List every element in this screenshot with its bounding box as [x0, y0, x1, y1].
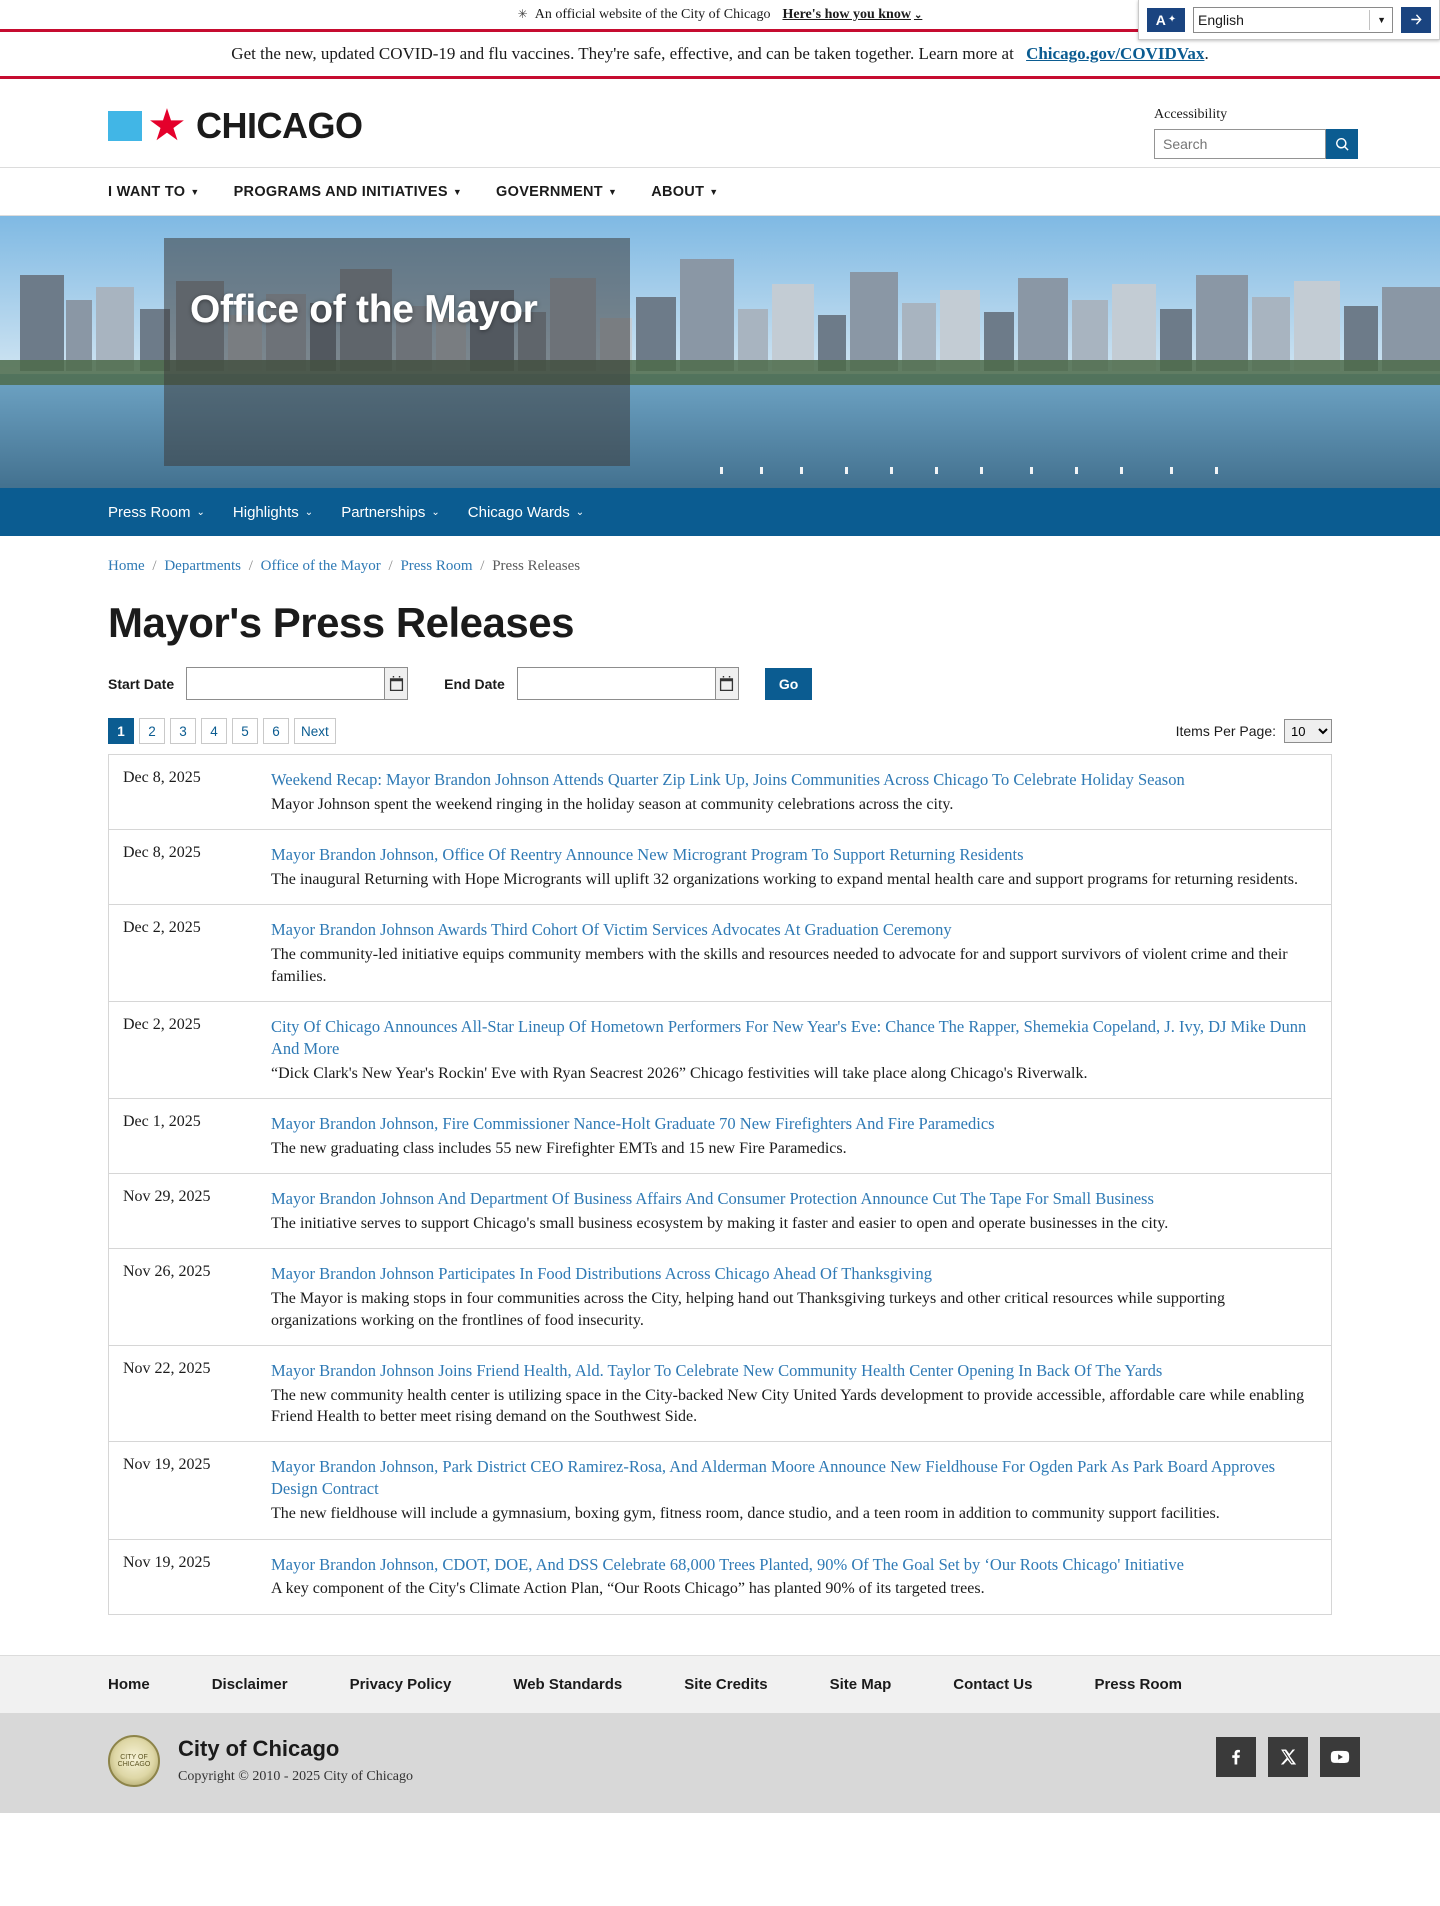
- chevron-down-icon: ▼: [607, 186, 618, 197]
- main-navigation: [0, 167, 1440, 216]
- release-description: The inaugural Returning with Hope Microgrants will uplift 32 organizations working to expand mental health care and support programs for returning residents.: [271, 871, 1299, 889]
- official-site-text: An official website of the City of Chicago: [534, 6, 771, 22]
- start-date-calendar-button[interactable]: [384, 668, 407, 699]
- end-date-calendar-button[interactable]: [715, 668, 738, 699]
- chevron-down-icon: ⌄: [431, 506, 440, 518]
- page-button-3[interactable]: 3: [170, 718, 196, 744]
- release-title-link[interactable]: Mayor Brandon Johnson And Department Of Business Affairs And Consumer Protection Announce Cut The Tape For Small Business: [271, 1189, 1154, 1209]
- release-description: The Mayor is making stops in four communities across the City, helping hand out Thanksgiving turkeys and other critical resources while supporting organizations working on the frontlines of food insecurity.: [271, 1290, 1226, 1329]
- release-title-link[interactable]: Mayor Brandon Johnson Participates In Food Distributions Across Chicago Ahead Of Thanksgiving: [271, 1264, 933, 1284]
- footer-link-contact-us[interactable]: Contact Us: [953, 1676, 1033, 1694]
- page-button-6[interactable]: 6: [263, 718, 289, 744]
- page-button-1[interactable]: 1: [108, 718, 134, 744]
- start-date-field[interactable]: [186, 667, 408, 700]
- subnav-label: Highlights: [232, 503, 299, 521]
- end-date-label: End Date: [444, 675, 505, 692]
- breadcrumb-item-home[interactable]: Home: [108, 558, 145, 574]
- subnav-item-highlights[interactable]: [233, 504, 313, 521]
- footer-link-disclaimer[interactable]: Disclaimer: [211, 1676, 288, 1694]
- nav-item-government[interactable]: [496, 184, 617, 200]
- flag-blue-bar-icon: [108, 111, 142, 141]
- release-date: Nov 22, 2025: [123, 1359, 211, 1377]
- footer-link-site-credits[interactable]: Site Credits: [684, 1676, 768, 1694]
- release-title-link[interactable]: Mayor Brandon Johnson, Fire Commissioner Nance-Holt Graduate 70 New Firefighters And Fire Paramedics: [271, 1114, 995, 1134]
- page-button-4[interactable]: 4: [201, 718, 227, 744]
- breadcrumb-separator: /: [480, 558, 485, 574]
- page-button-next[interactable]: Next: [294, 718, 336, 744]
- items-per-page-label: Items Per Page:: [1175, 723, 1276, 739]
- release-description: Mayor Johnson spent the weekend ringing in the holiday season at community celebrations across the city.: [271, 795, 954, 813]
- language-select[interactable]: [1193, 7, 1393, 33]
- breadcrumb-item-departments[interactable]: Departments: [164, 558, 241, 574]
- breadcrumb-item-press-releases: Press Releases: [492, 558, 581, 574]
- nav-label: ABOUT: [651, 183, 705, 200]
- logo-wordmark: CHICAGO: [196, 105, 363, 146]
- start-date-input[interactable]: [187, 668, 384, 699]
- release-title-link[interactable]: Mayor Brandon Johnson, CDOT, DOE, And DSS Celebrate 68,000 Trees Planted, 90% Of The Goal Set by ‘Our Roots Chicago' Initiative: [271, 1554, 1184, 1574]
- translate-go-button[interactable]: [1401, 7, 1431, 33]
- page-title: Mayor's Press Releases: [108, 599, 574, 646]
- release-date: Dec 1, 2025: [123, 1113, 201, 1131]
- search-input[interactable]: [1154, 129, 1326, 159]
- items-per-page: [1176, 719, 1332, 743]
- city-seal-icon: [108, 1735, 160, 1787]
- chicago-flag-mark: [108, 101, 187, 150]
- footer-link-press-room[interactable]: Press Room: [1094, 1676, 1183, 1694]
- date-filter-row: [80, 667, 1360, 700]
- end-date-input[interactable]: [518, 668, 715, 699]
- nav-label: GOVERNMENT: [496, 183, 603, 200]
- table-row: [109, 1346, 1331, 1442]
- facebook-icon[interactable]: [1216, 1737, 1256, 1777]
- language-value: English: [1198, 11, 1244, 28]
- footer-link-home[interactable]: Home: [108, 1676, 150, 1694]
- chevron-down-icon: ▼: [1377, 14, 1386, 25]
- breadcrumb: [80, 536, 1360, 575]
- calendar-icon: [389, 676, 404, 691]
- footer-link-site-map[interactable]: Site Map: [829, 1676, 892, 1694]
- footer-city-name: City of Chicago: [178, 1736, 340, 1762]
- footer-copyright: Copyright © 2010 - 2025 City of Chicago: [178, 1769, 414, 1785]
- chevron-down-icon: ▼: [190, 186, 200, 197]
- accessibility-text-size-icon[interactable]: A ✦: [1147, 8, 1185, 32]
- release-description: The new fieldhouse will include a gymnasium, boxing gym, fitness room, dance studio, and a teen room in addition to community support facilities.: [271, 1505, 1220, 1523]
- hero-title: Office of the Mayor: [190, 288, 538, 331]
- release-date: Dec 2, 2025: [123, 1015, 201, 1033]
- release-description: The community-led initiative equips community members with the skills and resources needed to advocate for and support survivors of violent crime and their families.: [271, 946, 1288, 985]
- subnav-label: Chicago Wards: [467, 503, 570, 521]
- release-date: Nov 29, 2025: [123, 1188, 211, 1206]
- release-description: The new community health center is utilizing space in the City-backed New City United Yards development to provide accessible, affordable care while enabling Friend Health to better meet rising demand on the Southwest Side.: [271, 1386, 1305, 1426]
- alert-text: Get the new, updated COVID-19 and flu vaccines. They're safe, effective, and can be taken together. Learn more at: [231, 44, 1014, 63]
- alert-period: .: [1204, 44, 1209, 63]
- table-row: [109, 1099, 1331, 1174]
- chevron-down-icon: ▼: [709, 186, 719, 197]
- items-per-page-select[interactable]: [1284, 719, 1332, 743]
- release-title-link[interactable]: Mayor Brandon Johnson, Office Of Reentry Announce New Microgrant Program To Support Returning Residents: [271, 845, 1024, 865]
- chevron-down-icon: ⌄: [196, 506, 205, 518]
- release-title-link[interactable]: Mayor Brandon Johnson, Park District CEO Ramirez-Rosa, And Alderman Moore Announce New Fieldhouse For Ogden Park As Park Board Approves Design Contract: [271, 1457, 1276, 1499]
- release-description: The initiative serves to support Chicago's small business ecosystem by making it faster and easier to open and operate businesses in the city.: [271, 1215, 1169, 1233]
- breadcrumb-item-press-room[interactable]: Press Room: [400, 558, 473, 574]
- release-date: Nov 19, 2025: [123, 1456, 211, 1474]
- hero-title-overlay: [164, 238, 630, 466]
- footer-link-web-standards[interactable]: Web Standards: [513, 1676, 623, 1694]
- main-content: [80, 536, 1360, 1655]
- pagination: [108, 718, 336, 744]
- release-title-link[interactable]: Mayor Brandon Johnson Joins Friend Health, Ald. Taylor To Celebrate New Community Health Center Opening In Back Of The Yards: [271, 1360, 1163, 1380]
- nav-item-i-want-to[interactable]: [108, 184, 200, 200]
- end-date-field[interactable]: [517, 667, 739, 700]
- x-twitter-icon[interactable]: [1268, 1737, 1308, 1777]
- youtube-icon[interactable]: [1320, 1737, 1360, 1777]
- chevron-down-icon: ▼: [452, 186, 463, 197]
- subnav-item-chicago-wards[interactable]: [468, 504, 584, 521]
- subnav-item-press-room[interactable]: [108, 504, 205, 521]
- calendar-icon: [719, 676, 734, 691]
- hero-banner: [0, 216, 1440, 488]
- how-you-know-link[interactable]: Here's how you know ⌄: [782, 6, 923, 22]
- release-title-link[interactable]: Weekend Recap: Mayor Brandon Johnson Attends Quarter Zip Link Up, Joins Communities Across Chicago To Celebrate Holiday Season: [271, 770, 1185, 789]
- subnav-label: Partnerships: [341, 503, 426, 521]
- release-title-link[interactable]: Mayor Brandon Johnson Awards Third Cohort Of Victim Services Advocates At Graduation Ceremony: [271, 920, 952, 940]
- table-row: [109, 1002, 1331, 1099]
- covidvax-link[interactable]: Chicago.gov/COVIDVax: [1026, 44, 1205, 63]
- footer-link-privacy-policy[interactable]: Privacy Policy: [349, 1676, 452, 1694]
- pagination-row: [80, 718, 1360, 744]
- breadcrumb-separator: /: [388, 558, 393, 574]
- search-icon: [1335, 137, 1350, 152]
- search-area: [1154, 107, 1360, 159]
- release-date: Dec 8, 2025: [123, 769, 201, 786]
- release-description: The new graduating class includes 55 new Firefighter EMTs and 15 new Fire Paramedics.: [271, 1139, 847, 1157]
- breadcrumb-separator: /: [248, 558, 253, 574]
- table-row: [109, 1540, 1331, 1615]
- nav-label: PROGRAMS AND INITIATIVES: [233, 183, 448, 200]
- table-row: [109, 755, 1331, 830]
- press-release-table: [108, 754, 1332, 1615]
- nav-item-programs-and-initiatives[interactable]: [234, 184, 462, 200]
- release-date: Dec 8, 2025: [123, 844, 201, 862]
- translate-widget[interactable]: [1138, 0, 1440, 40]
- subnav-item-partnerships[interactable]: [341, 504, 440, 521]
- chevron-down-icon: ⌄: [913, 9, 923, 21]
- footer-bottom: [0, 1713, 1440, 1813]
- chevron-down-icon: ⌄: [304, 506, 314, 518]
- city-seal-text: CITY OF CHICAGO: [117, 1753, 151, 1768]
- table-row: [109, 830, 1331, 905]
- table-row: [109, 1442, 1331, 1539]
- accessibility-label: Accessibility: [1154, 107, 1228, 122]
- department-navigation: [0, 488, 1440, 536]
- go-button[interactable]: Go: [765, 668, 812, 700]
- footer-links: [0, 1655, 1440, 1713]
- table-row: [109, 1174, 1331, 1249]
- release-date: Dec 2, 2025: [123, 919, 201, 937]
- release-title-link[interactable]: City Of Chicago Announces All-Star Lineup Of Hometown Performers For New Year's Eve: Chance The Rapper, Shemekia Copeland, J. Ivy, DJ Mike Dunn And More: [271, 1016, 1307, 1058]
- page-button-5[interactable]: 5: [232, 718, 258, 744]
- release-date: Nov 19, 2025: [123, 1553, 211, 1571]
- release-description: “Dick Clark's New Year's Rockin' Eve with Ryan Seacrest 2026” Chicago festivities will take place along Chicago's Riverwalk.: [271, 1064, 1088, 1082]
- breadcrumb-separator: /: [152, 558, 157, 574]
- social-links: [1216, 1737, 1360, 1777]
- nav-item-about[interactable]: [651, 184, 718, 200]
- chevron-down-icon: ⌄: [575, 506, 585, 518]
- flag-icon: ✳: [517, 7, 528, 21]
- table-row: [109, 1249, 1331, 1345]
- table-row: [109, 905, 1331, 1001]
- breadcrumb-item-office-of-the-mayor[interactable]: Office of the Mayor: [260, 558, 381, 574]
- release-description: A key component of the City's Climate Action Plan, “Our Roots Chicago” has planted 90% of its targeted trees.: [271, 1580, 985, 1598]
- start-date-label: Start Date: [108, 675, 175, 692]
- subnav-label: Press Room: [108, 503, 191, 521]
- nav-label: I WANT TO: [108, 183, 186, 200]
- site-header: [0, 79, 1440, 167]
- search-button[interactable]: [1326, 129, 1358, 159]
- release-date: Nov 26, 2025: [123, 1263, 211, 1281]
- chicago-star-icon: ★: [147, 101, 187, 150]
- page-button-2[interactable]: 2: [139, 718, 165, 744]
